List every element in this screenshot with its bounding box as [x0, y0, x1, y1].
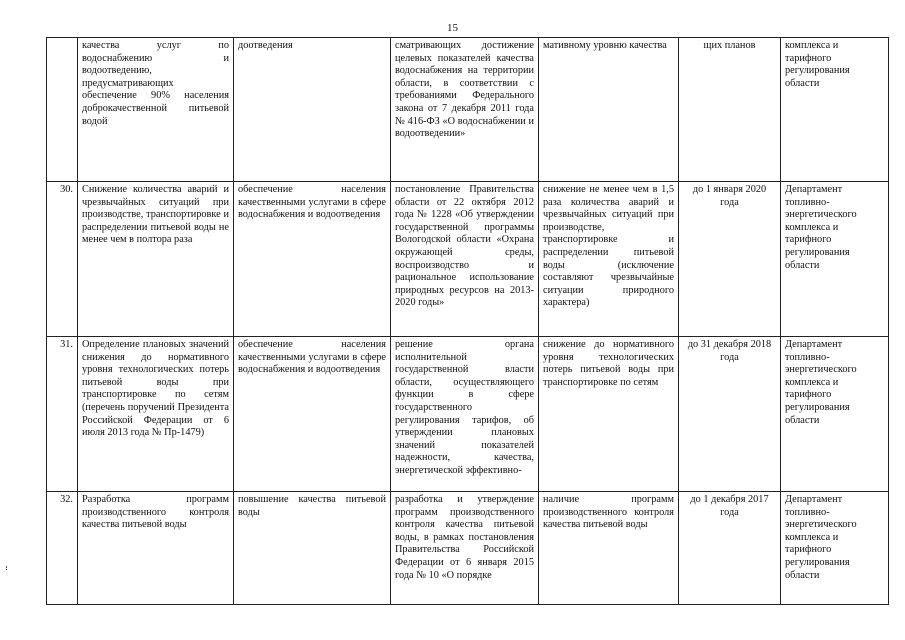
responsible-cell: Департамент топливно-энергетического комплекса и тарифного регулирования области	[781, 492, 889, 605]
measure-cell: качества услуг по водоснабжению и водоотведению, предусматривающих обеспечение 90% населения доброкачественной питьевой водой	[78, 38, 234, 182]
document-cell: постановление Правительства области от 22 октября 2012 года № 1228 «Об утверждении государственной программы Вологодской области «Охрана окружающей среды, воспроизводство и рациональное использование природных ресурсов на 2013-2020 годы»	[391, 182, 539, 337]
scan-mark	[6, 566, 10, 570]
table-row	[47, 337, 889, 492]
row-number: 30.	[47, 182, 78, 337]
measure-cell: Разработка программ производственного контроля качества питьевой воды	[78, 492, 234, 605]
table-row	[47, 492, 889, 605]
row-number: 32.	[47, 492, 78, 605]
document-cell: решение органа исполнительной государственной власти области, осуществляющего функции в сфере государственного регулирования тарифов, об утверждении плановых значений показателей надежности, качества, энергетической эффективно-	[391, 337, 539, 492]
measures-table	[46, 37, 889, 605]
document-cell: разработка и утверждение программ производственного контроля качества питьевой воды, в рамках постановления Правительства Российской Федерации от 6 января 2015 года № 10 «О порядке	[391, 492, 539, 605]
result-cell: наличие программ производственного контроля качества питьевой воды	[539, 492, 679, 605]
measure-cell: Снижение количества аварий и чрезвычайных ситуаций при производстве, транспортировке и распределении питьевой воды не менее чем в полтора раза	[78, 182, 234, 337]
direction-cell: доотведения	[234, 38, 391, 182]
row-number	[47, 38, 78, 182]
direction-cell: повышение качества питьевой воды	[234, 492, 391, 605]
direction-cell: обеспечение населения качественными услугами в сфере водоснабжения и водоотведения	[234, 182, 391, 337]
page-number: 15	[447, 22, 458, 34]
measure-cell: Определение плановых значений снижения до нормативного уровня технологических потерь питьевой воды при транспортировке по сетям (перечень поручений Президента Российской Федерации от 6 июля 2013 года № Пр-1479)	[78, 337, 234, 492]
deadline-cell: до 31 декабря 2018 года	[679, 337, 781, 492]
deadline-cell: щих планов	[679, 38, 781, 182]
table-row	[47, 38, 889, 182]
responsible-cell: Департамент топливно-энергетического комплекса и тарифного регулирования области	[781, 182, 889, 337]
result-cell: снижение не менее чем в 1,5 раза количества аварий и чрезвычайных ситуаций при производстве, транспортировке и распределении питьевой воды (исключение составляют чрезвычайные ситуации природного характера)	[539, 182, 679, 337]
responsible-cell: комплекса и тарифного регулирования области	[781, 38, 889, 182]
deadline-cell: до 1 декабря 2017 года	[679, 492, 781, 605]
table-row	[47, 182, 889, 337]
result-cell: мативному уровню качества	[539, 38, 679, 182]
result-cell: снижение до нормативного уровня технологических потерь питьевой воды при транспортировке по сетям	[539, 337, 679, 492]
deadline-cell: до 1 января 2020 года	[679, 182, 781, 337]
row-number: 31.	[47, 337, 78, 492]
direction-cell: обеспечение населения качественными услугами в сфере водоснабжения и водоотведения	[234, 337, 391, 492]
responsible-cell: Департамент топливно-энергетического комплекса и тарифного регулирования области	[781, 337, 889, 492]
document-cell: сматривающих достижение целевых показателей качества водоснабжения на территории области, в соответствии с требованиями Федерального закона от 7 декабря 2011 года № 416-ФЗ «О водоснабжении и водоотведении»	[391, 38, 539, 182]
